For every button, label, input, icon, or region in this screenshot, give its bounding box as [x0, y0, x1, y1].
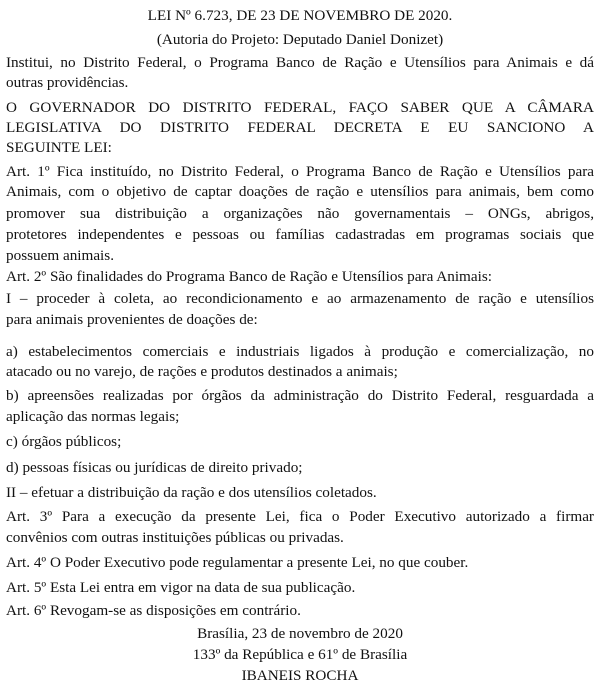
article-1-line: Animais, com o objetivo de captar doações de ração e utensílios para animais, bem como [6, 183, 594, 200]
ementa-line: Institui, no Distrito Federal, o Programa Banco de Ração e Utensílios para Animais e dá [6, 54, 594, 71]
preamble-line: O GOVERNADOR DO DISTRITO FEDERAL, FAÇO SABER QUE A CÂMARA [6, 99, 594, 116]
signature-place-date: Brasília, 23 de novembro de 2020 [197, 625, 403, 642]
article-1-line: Art. 1º Fica instituído, no Distrito Federal, o Programa Banco de Ração e Utensílios para [6, 163, 594, 180]
signature-anniversary: 133º da República e 61º de Brasília [192, 646, 408, 663]
authorship-line: (Autoria do Projeto: Deputado Daniel Donizet) [156, 31, 444, 48]
item-i-line: I – proceder à coleta, ao recondicionamento e ao armazenamento de ração e utensílios [6, 290, 594, 307]
article-1-line: promover sua distribuição a organizações não governamentais – ONGs, abrigos, [6, 205, 594, 222]
item-a-line: a) estabelecimentos comerciais e industriais ligados à produção e comercialização, no [6, 343, 594, 360]
item-b-line: b) apreensões realizadas por órgãos da administração do Distrito Federal, resguardada a [6, 387, 594, 404]
signature-governor: IBANEIS ROCHA [241, 667, 359, 684]
article-1-line: protetores independentes e pessoas ou famílias cadastradas em programas sociais que [6, 226, 594, 243]
item-a-line: atacado ou no varejo, de rações e produtos destinados a animais; [6, 363, 398, 380]
preamble-line: SEGUINTE LEI: [6, 139, 112, 156]
article-3-line: Art. 3º Para a execução da presente Lei, fica o Poder Executivo autorizado a firmar [6, 508, 594, 525]
item-b-line: aplicação das normas legais; [6, 408, 180, 425]
law-title: LEI Nº 6.723, DE 23 DE NOVEMBRO DE 2020. [147, 7, 453, 24]
article-6: Art. 6º Revogam-se as disposições em contrário. [6, 602, 301, 619]
item-ii: II – efetuar a distribuição da ração e dos utensílios coletados. [6, 484, 377, 501]
article-5: Art. 5º Esta Lei entra em vigor na data de sua publicação. [6, 579, 356, 596]
article-3-line: convênios com outras instituições públicas ou privadas. [6, 529, 344, 546]
preamble-line: LEGISLATIVA DO DISTRITO FEDERAL DECRETA E EU SANCIONO A [6, 119, 594, 136]
article-2: Art. 2º São finalidades do Programa Banco de Ração e Utensílios para Animais: [6, 268, 492, 285]
ementa-line: outras providências. [6, 74, 129, 91]
item-d: d) pessoas físicas ou jurídicas de direito privado; [6, 459, 303, 476]
item-c: c) órgãos públicos; [6, 433, 122, 450]
article-1-line: possuem animais. [6, 247, 114, 264]
item-i-line: para animais provenientes de doações de: [6, 311, 258, 328]
article-4: Art. 4º O Poder Executivo pode regulamentar a presente Lei, no que couber. [6, 554, 469, 571]
